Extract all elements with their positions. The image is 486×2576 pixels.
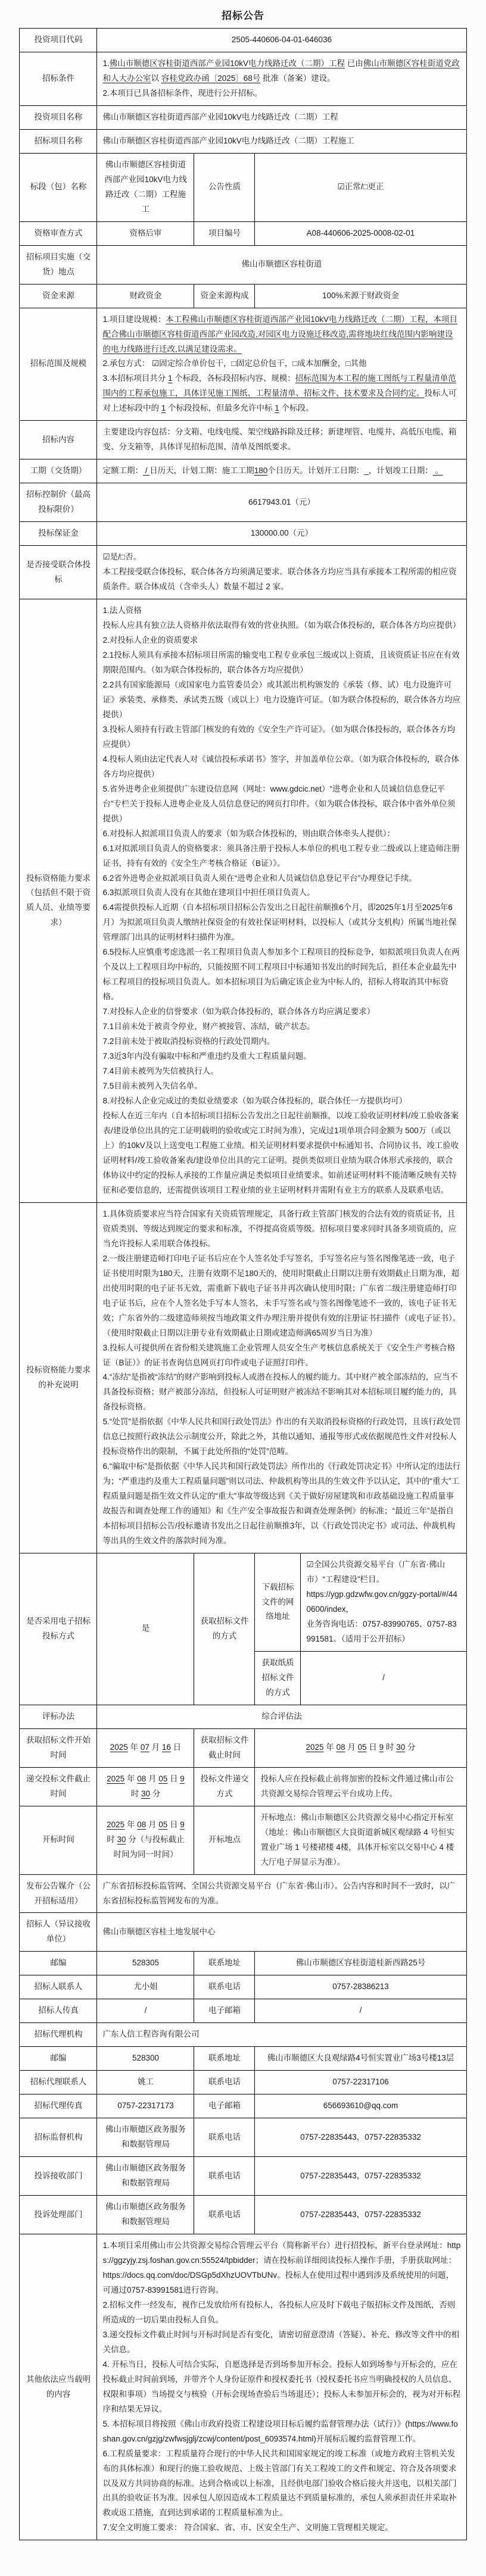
text-line: 邮编	[50, 1958, 67, 1968]
text-line: 发布公告媒介（公开招标适用）	[26, 1881, 91, 1905]
text-line: 2025 年 08 月 05 日 9 时 30 分	[306, 1743, 416, 1752]
text-line: 招标控制价（最高投标限价）	[26, 490, 91, 514]
table-row	[20, 1553, 466, 1652]
table-row	[20, 2157, 466, 2196]
text-line: 6.4需提供投标人近期（自本招标项目招标公告发出之日起往前顺推6个月，即2025年1月至2025年6月）为拟派项目负责人缴纳社保资金的有效社保证明材料，以投标人（或其分支机构）所属当地社保管理部门出具的证明材料扫描件为准。	[102, 903, 457, 942]
text-line: 招标范围及规模	[30, 359, 87, 368]
text-line: 业务咨询电话：0757-83990765、0757-83991581。（适用于公开招标）	[306, 1619, 457, 1643]
text-line: 4.“冻结”是指被“冻结”的财产影响到投标人或潜在投标人的履约能力。其中财产被全部冻结的，应当不具备投标资格；财产被部分冻结，但投标人可证明财产被冻结不影响其对本招标项目履约能力的，具备投标资格。	[102, 1373, 458, 1412]
table-row	[20, 2047, 466, 2071]
text-line: 佛山市顺德区政务服务和数据管理局	[105, 2202, 186, 2227]
row-label-download-address	[255, 1553, 301, 1652]
text-line: 其他依法应当载明的内容	[26, 2374, 91, 2399]
row-label-agency-fax	[20, 2094, 97, 2118]
text-line: 7.4目前未被列为失信被执行人。	[102, 1067, 219, 1076]
row-label-complaint-handling-phone	[194, 2196, 255, 2234]
row-label-obtain-deadline	[194, 1728, 255, 1767]
text-line: 6.工程质量要求：工程质量符合现行的中华人民共和国国家规定的竣工标准（或地方政府主管机关发布的具体标准）和现行的施工验收规范、上级主管部门有关工程竣工的文件和规定、符合及各项要求以及双方共同协商的标准。达到合格或以上标准，且经供电部门验收合格后接火并送电，以相关部门出具的验收证书为准。因承包人原因造成本工程质量达不到质量标准的，承包人须承担责任并采取补救或返工措施，直到达到承诺的工程质量标准为止。	[102, 2449, 457, 2518]
row-label-investment-code	[20, 29, 97, 52]
text-line: 1.项目建设规模：本工程佛山市顺德区容桂街道西部产业园10kV电力线路迁改（二期）工程，本项目配合佛山市顺德区容桂街道西部产业园改造,对园区电力设施迁移改造,需将地块红线范围内影响建设的电力线路进行迁改,以满足建设需求。	[102, 314, 458, 354]
text-line: 标段（包）名称	[30, 182, 87, 192]
text-line: 广东人信工程咨询有限公司	[102, 2030, 200, 2039]
text-line: 佛山市顺德区政务服务和数据管理局	[105, 2164, 186, 2188]
table-row	[20, 1913, 466, 1952]
table-row	[20, 1952, 466, 1975]
table-row	[20, 308, 466, 421]
text-line: 资格审查方式	[34, 228, 83, 237]
text-line: 2.1投标人须具有承接本招标项目所需的输变电工程专业承包三级或以上资质，且该资质证书应在有效期限范围内。（如为联合体投标的，联合体各方均应提供）	[102, 650, 460, 674]
text-line: 1.具体资质要求应当符合国家有关资质管理规定，具备行政主管部门核发的合法有效的资质证书，且资质类别、等级达到规定的要求和标准，不得提高资质等级。招标项目要求同时具备多项资质的，应当允许投标人采用联合体投标。	[102, 1209, 457, 1248]
text-line: ☑是/□否。	[102, 552, 141, 562]
complaint-handling-value	[97, 2196, 194, 2234]
text-line: 财政资金	[129, 290, 162, 300]
table-row	[20, 1874, 466, 1913]
text-line: 7.1目前未处于被责令停业，财产被接管、冻结，破产状态。	[102, 1022, 315, 1031]
text-line: 2025 年 08 月 05 日 9 时 30 分（与投标截止时间为同一时间）	[107, 1820, 185, 1859]
row-label-submission-deadline	[20, 1767, 97, 1806]
table-row	[20, 1767, 466, 1806]
supervision-agency-value	[97, 2118, 194, 2157]
row-label-tenderer-address	[194, 1952, 255, 1975]
text-line: 2.一级注册建造师打印电子证书后应在个人签名处手写签名，手写签名应与签名图像笔迹一致，电子证书使用时限为180天，注册有效期不足180天的，使用时限截止日期以注册有效期截止日期为准，超出使用时限的电子证书无效，需重新下载电子证书并再次确认使用时限；广东省二级注册建造师打印电子证书后，应在个人签名处手写本人签名，未手写签名或与签名图像笔迹不一致的，该电子证书无效；广东省外的二级建造师须按当地政策文件办理注册并提供有效的注册证书扫描件（或电子证书）。（使用时限截止日期以注册专业有效期截止日期或建造师满65周岁当日为准）	[102, 1253, 461, 1337]
tenderer-fax-value	[97, 1999, 194, 2023]
announcement-media-value	[97, 1874, 466, 1913]
text-line: 2025 年 07 月 16 日	[110, 1743, 182, 1752]
text-line: 投标人在近三年内（自本招标项目招标公告发出之日起往前顺推，以竣工验收证明材料/竣工验收备案表/建设单位出具的完工证明载明的验收或完工时间为准），完成过1项单项合同金额为 500万（或以上）的10kV及以上送变电工程施工业绩。相关证明材料要求提供中标通知书、合同协议书、竣工验收证明材料/竣工验收备案表/建设单位出具的完工证明。提供类似项目业绩为联合体形式承接的，联合体协议中约定的投标人承接的工作量应满足类似项目业绩要求。如前述证明材料不能清晰反映有关特征和必要信息的，还需提供该项目工程业绩的业主证明材料并需附有业主方的联系人及联系电话。	[102, 1111, 459, 1195]
table-row	[20, 522, 466, 546]
text-line: 资金来源	[42, 290, 74, 300]
row-label-fund-source	[20, 284, 97, 308]
row-label-submission-method	[194, 1767, 255, 1806]
text-line: 开标时间	[42, 1835, 74, 1845]
row-label-agency-postcode	[20, 2047, 97, 2071]
text-line: 广东省招标投标监管网、全国公共资源交易平台（广东省·佛山市）。公告内容和时间不一致时，以广东省招标投标监管网发布的为准。	[102, 1881, 456, 1905]
text-line: 2.承包方式： ☑固定综合单价包干，□固定总价包干，□成本加酬金，□其他	[102, 359, 367, 368]
duration-value	[97, 459, 466, 483]
text-line: 5. 本招标项目将按照《佛山市政府投资工程建设项目标后履约监督管理办法（试行）》(https://www.foshan.gov.cn/gzjg/zwfwsjglj/zcwj/content/post_6093574.html)开展标后履约监督管理工作。	[102, 2419, 458, 2443]
fund-source-value	[97, 284, 194, 308]
text-line: 联系地址	[208, 2053, 241, 2063]
table-row	[20, 1728, 466, 1767]
text-line: 2025 年 08 月 05 日 9 时 30 分	[107, 1774, 185, 1798]
row-label-investment-name	[20, 105, 97, 129]
obtain-deadline-value	[255, 1728, 466, 1767]
table-row	[20, 105, 466, 129]
table-row	[20, 421, 466, 459]
opening-place-value	[255, 1806, 466, 1874]
row-label-electronic-bidding	[20, 1553, 97, 1705]
tenderer-value	[97, 1913, 466, 1952]
tenderer-email-value	[255, 1999, 466, 2023]
tenderer-address-value	[255, 1952, 466, 1975]
row-label-tender-conditions	[20, 52, 97, 105]
section-name-value	[97, 153, 194, 221]
row-label-complaint-receiving-phone	[194, 2157, 255, 2196]
agency-value	[97, 2023, 466, 2047]
table-row	[20, 1999, 466, 2023]
table-row	[20, 284, 466, 308]
text-line: 3.本招标项目共分 1 个标段，各标段招标内容、规模：招标范围为本工程的施工图纸与工程量清单范围内的工程承包施工，具体详见施工图纸、工程量清单、招标文件、技术要求及合同约定。投标人可对上述标段中的 1 个标段投标，但最多允许中标 1 个标段。	[102, 374, 457, 413]
text-line: 招标监督机构	[34, 2132, 83, 2142]
table-row	[20, 2196, 466, 2234]
text-line: 联系电话	[208, 1982, 241, 1992]
text-line: 招标代理机构	[34, 2030, 83, 2039]
row-label-obtain-start-time	[20, 1728, 97, 1767]
text-line: 开标地点	[208, 1835, 241, 1845]
text-line: 7.2目前未处于被取消投标资格的行政处罚期内。	[102, 1037, 275, 1046]
text-line: 电子邮箱	[208, 2006, 241, 2015]
text-line: 0757-22835443，0757-22835332	[300, 2132, 421, 2142]
text-line: 5.“处罚”是指依据《中华人民共和国行政处罚法》作出的有关取消投标资格的行政处罚，且该行政处罚信息已按照行政执法公示制度公开，除此之外，其他以通知、通报等形式或依据规范性文件对投标人投标资格作出的限制，不属于此处所指的“处罚”范畴。	[102, 1417, 461, 1456]
text-line: /	[382, 1672, 385, 1682]
text-line: 资金来源构成	[200, 290, 249, 300]
text-line: 联系电话	[208, 2132, 241, 2142]
text-line: 招标代理联系人	[30, 2077, 87, 2087]
tender-name-value	[97, 129, 466, 153]
text-line: 佛山市顺德区大良观绿路4号恒实置业广场3号楼13层	[267, 2053, 454, 2063]
download-address-value	[301, 1553, 466, 1652]
row-label-section-name	[20, 153, 97, 221]
row-label-other-contents	[20, 2234, 97, 2540]
obtain-start-time-value	[97, 1728, 194, 1767]
row-label-delivery-place	[20, 245, 97, 284]
text-line: 2.2具有国家能源局（或国家电力监管委员会）或其派出机构颁发的《承装（修、试）电力设施许可证》承装类、承修类、承试类五级（或以上）电力设施许可证。（如为联合体投标的，联合体各方均应提供）	[102, 680, 461, 719]
text-line: 投标保证金	[38, 529, 79, 538]
text-line: /	[144, 2006, 147, 2015]
investment-code-value	[97, 29, 466, 52]
row-label-agency-phone	[194, 2071, 255, 2094]
table-row	[20, 52, 466, 105]
text-line: 5.省外进粤企业须提供广东建设信息网（网址：www.gdcic.net）“进粤企业和人员诚信信息登记平台”专栏关于投标人进粤企业及人员信息登记的网页打印件。（如为联合体投标，联合体中省外单位须提供）	[102, 784, 456, 823]
text-line: 获取纸质招标文件的方式	[261, 1658, 294, 1697]
text-line: 1.佛山市顺德区容桂街道西部产业园10kV电力线路迁改（二期）工程 已由佛山市顺德区容桂街道党政和人大办公室以 容桂党政办函〔2025〕68号 批准（备案）建设。	[102, 58, 460, 83]
row-label-agency	[20, 2023, 97, 2047]
row-label-opening-place	[194, 1806, 255, 1874]
text-line: 主要建设内容包括：分支箱、电线电缆、架空线路拆除及迁移；新建埋管、电缆井、高低压电缆、箱变、分支箱等，具体详见招标范围、清单及图纸要求。	[102, 427, 457, 452]
text-line: 项目编号	[208, 228, 241, 237]
complaint-handling-phone-value	[255, 2196, 466, 2234]
text-line: 佛山市顺德区容桂街道西部产业园10kV电力线路迁改（二期）工程施工	[102, 136, 354, 145]
tenderer-postcode-value	[97, 1952, 194, 1975]
text-line: 佛山市顺德区容桂街道西部产业园10kV电力线路迁改（二期）工程	[102, 112, 338, 121]
row-label-project-number	[194, 221, 255, 245]
text-line: 下载招标文件的网络地址	[261, 1582, 294, 1621]
text-line: 2.招标文件一经发布，视作已发放给所有投标人，各投标人应及时下载电子版招标文件及图纸，否则所造成的一切后果由投标人自负。	[102, 2300, 456, 2324]
row-label-tender-content	[20, 421, 97, 459]
row-label-paper-document-method	[255, 1651, 301, 1705]
text-line: 招标人联系人	[34, 1982, 83, 1992]
row-label-tenderer-fax	[20, 1999, 97, 2023]
table-row	[20, 153, 466, 221]
row-label-qualification-method	[20, 221, 97, 245]
text-line: 佛山市顺德区容桂土地发展中心	[102, 1927, 216, 1936]
text-line: 7.对投标人企业的信誉要求（如为联合体投标的，联合体各方均应满足要求）	[102, 1007, 375, 1017]
row-label-qualification-requirements	[20, 599, 97, 1203]
text-line: 6.对投标人拟派项目负责人的要求（如为联合体投标的，则由联合体牵头人提供）：	[102, 829, 395, 838]
row-label-complaint-receiving	[20, 2157, 97, 2196]
text-line: 电子邮箱	[208, 2101, 241, 2111]
opening-time-value	[97, 1806, 194, 1874]
table-row	[20, 1975, 466, 1999]
text-line: 6617943.01（元）	[248, 497, 315, 507]
text-line: 0757-22317106	[332, 2077, 389, 2087]
text-line: 本工程接受联合体投标，联合体各方均须满足要求。联合体各方均应当具有承接本工程所需的相应资质条件。联合体成员（含牵头人）数量不超过 2 家。	[102, 567, 457, 592]
tender-content-value	[97, 421, 466, 459]
text-line: 是否采用电子招标投标方式	[26, 1616, 91, 1640]
text-line: 资格后审	[129, 228, 162, 237]
text-line: ☑全国公共资源交易平台（广东省·佛山市）“工程建设”栏目。	[306, 1560, 446, 1584]
row-label-opening-time	[20, 1806, 97, 1874]
text-line: 7.安全文明施工要求： 符合国家、省、市、区安全生产、文明施工管理相关规定。	[102, 2523, 393, 2533]
complaint-receiving-phone-value	[255, 2157, 466, 2196]
table-row	[20, 1202, 466, 1553]
text-line: 招标条件	[42, 73, 74, 83]
text-line: 综合评估法	[261, 1711, 302, 1721]
text-line: 1.法人资格	[102, 606, 142, 615]
text-line: 是否接受联合体投标	[26, 559, 91, 584]
text-line: 6.2省外进粤企业拟派项目负责人须在“进粤企业和人员诚信信息登记平台”办理登记手续。	[102, 873, 417, 883]
fund-composition-value	[255, 284, 466, 308]
tender-conditions-value	[97, 52, 466, 105]
paper-document-method-value	[301, 1651, 466, 1705]
row-label-tenderer-postcode	[20, 1952, 97, 1975]
row-label-supervision-agency	[20, 2118, 97, 2157]
row-label-tenderer-phone	[194, 1975, 255, 1999]
text-line: 投标文件递交方式	[200, 1774, 249, 1798]
text-line: 获取招标文件开始时间	[26, 1735, 91, 1759]
text-line: 佛山市顺德区政务服务和数据管理局	[105, 2125, 186, 2149]
row-label-fund-composition	[194, 284, 255, 308]
text-line: 0757-28386213	[332, 1982, 389, 1992]
table-row	[20, 2071, 466, 2094]
supplementary-notes-value	[97, 1202, 466, 1553]
text-line: 3.投标人可提供所在省份相关建筑施工企业管理人员安全生产考核信息系统关于《安全生产考核合格证（B证）》的证书查询信息网页打印件或电子证照打印件。	[102, 1343, 456, 1367]
text-line: 招标人传真	[38, 2006, 79, 2015]
text-line: 130000.00（元）	[250, 529, 313, 538]
row-label-announcement-media	[20, 1874, 97, 1913]
text-line: 联系电话	[208, 2077, 241, 2087]
row-label-supplementary-notes	[20, 1202, 97, 1553]
table-row	[20, 29, 466, 52]
table-row	[20, 2234, 466, 2540]
text-line: 6.3拟派项目负责人没有在其他在建项目中担任项目负责人。	[102, 888, 315, 898]
text-line: 投诉接收部门	[34, 2171, 83, 2180]
text-line: 投资项目代码	[34, 35, 83, 44]
text-line: 投标人应在投标截止前将加密的投标文件通过佛山市公共资源交易综合管理云平台成功上传。	[260, 1774, 454, 1798]
bid-bond-value	[97, 522, 466, 546]
text-line: 尤小姐	[133, 1982, 158, 1992]
text-line: 4. 开标当日，投标人可结合实际，自愿选择是否到场参加开标会。投标人如到场参与开标会的，应在投标截止时间前到场，并带齐个人身份证原件和授权委托书（授权委托书应当明确授权的人员信息、权限和事项）当场提交与核验（开标会现场查验后当场退还）；投标人未参加开标会的，视为对开标程序和结果无异议。	[102, 2359, 461, 2414]
text-line: 获取招标文件的方式	[200, 1616, 249, 1640]
agency-phone-value	[255, 2071, 466, 2094]
table-row	[20, 459, 466, 483]
row-label-tender-name	[20, 129, 97, 153]
text-line: 2505-440606-04-01-646036	[231, 35, 332, 44]
investment-name-value	[97, 105, 466, 129]
scope-value	[97, 308, 466, 421]
row-label-evaluation-method	[20, 1705, 97, 1728]
table-row	[20, 245, 466, 284]
tenderer-phone-value	[255, 1975, 466, 1999]
text-line: 佛山市顺德区容桂街道西部产业园10kV电力线路迁改（二期）工程施工	[104, 160, 187, 214]
text-line: 2.本项目已具备招标条件，现进行公开招标。	[102, 88, 263, 98]
text-line: 开标地点：佛山市顺德区公共资源交易中心指定开标室（地址：佛山市顺德区大良街道新城区观绿路 4 号恒实置业广场 1 号楼裙楼 4楼，具体开标室以交易中心 4 楼大厅电子屏显示为准）。	[260, 1812, 454, 1867]
text-line: 投标资格能力要求（包括但不限于资质人员、业绩等要求）	[26, 873, 91, 927]
text-line: /	[359, 2006, 362, 2015]
row-label-document-obtain-method	[194, 1553, 255, 1705]
table-row	[20, 2094, 466, 2118]
text-line: 0757-22835443，0757-22835332	[300, 2209, 421, 2219]
text-line: A08-440606-2025-0008-02-01	[306, 228, 415, 237]
text-line: 投资项目名称	[34, 112, 83, 121]
text-line: 佛山市顺德区容桂街道桂新西路25号	[295, 1958, 426, 1968]
text-line: 0757-22317173	[117, 2101, 174, 2111]
text-line: 100%来源于财政资金	[322, 290, 400, 300]
text-line: 公告性质	[208, 182, 241, 192]
text-line: 6.5投标人应慎重考虑选派一名工程项目负责人参加多个工程项目的投标竞争，如拟派项目负责人在两个及以上工程项目均中标的，只能按照不同工程项目中标通知书发出的时间先后，担任本企业最先中标工程项目的投标项目负责人。如本招标项目为后确定该企业为中标人的，招标人将取消其中标资格。	[102, 948, 460, 1002]
tenderer-contact-value	[97, 1975, 194, 1999]
text-line: 投标资格能力要求的补充说明	[26, 1365, 91, 1389]
text-line: 投标人应具有独立法人资格并依法取得有效的营业执照。（如为联合体投标的，联合体各方均应提供）	[102, 621, 461, 630]
table-row	[20, 483, 466, 522]
notice-type-value	[255, 153, 466, 221]
row-label-tenderer-contact	[20, 1975, 97, 1999]
text-line: 招标项目名称	[34, 136, 83, 145]
text-line: 邮编	[50, 2053, 67, 2063]
table-row	[20, 1705, 466, 1728]
text-line: 联系电话	[208, 2209, 241, 2219]
text-line: 递交投标文件截止时间	[26, 1774, 91, 1798]
row-label-consortium	[20, 546, 97, 599]
row-label-scope	[20, 308, 97, 421]
row-label-notice-type	[194, 153, 255, 221]
text-line: 1.本项目采用佛山市公共资源交易综合管理云平台（简称新平台）进行招投标，新平台登录网址：https://ggzyjy.zsj.foshan.gov.cn:55524/tpbidder；请在投标前详细阅读投标人操作手册，手册获取网址：https://docs.qq.com/doc/DSGp5dXhzUOVTbUNv。投标人在使用过程中遇到涉及系统使用的问题，可通过0757-83991581进行咨询。	[102, 2241, 461, 2294]
table-row	[20, 221, 466, 245]
submission-deadline-value	[97, 1767, 194, 1806]
text-line: 联系电话	[208, 2171, 241, 2180]
text-line: 656693610@qq.com	[323, 2101, 398, 2111]
text-line: 2.对投标人企业的资质要求	[102, 636, 198, 645]
text-line: 是	[141, 1624, 150, 1633]
text-line: 定额工期： / 日历天，计划工期：施工工期180个日历天。计划开工日期：_，计划竣工日期： 。	[102, 466, 444, 476]
row-label-agency-email	[194, 2094, 255, 2118]
qualification-method-value	[97, 221, 194, 245]
text-line: 招标项目实施（交货）地点	[26, 252, 91, 276]
text-line: 佛山市顺德区容桂街道	[241, 260, 322, 269]
text-line: 招标内容	[42, 434, 74, 444]
agency-fax-value	[97, 2094, 194, 2118]
agency-contact-value	[97, 2071, 194, 2094]
announcement-table-body	[20, 29, 466, 2540]
text-line: 528305	[132, 1958, 160, 1968]
text-line: 3.投标人须持有行政主管部门核发的有效的《安全生产许可证》。（如为联合体投标的，联合体各方均应提供）	[102, 724, 456, 749]
table-row	[20, 546, 466, 599]
row-label-bid-bond	[20, 522, 97, 546]
evaluation-method-value	[97, 1705, 466, 1728]
text-line: 招标人（异议接收单位）	[26, 1920, 91, 1944]
table-row	[20, 2023, 466, 2047]
supervision-phone-value	[255, 2118, 466, 2157]
text-line: 7.3近3年内没有骗取中标和严重违约及重大工程质量问题。	[102, 1052, 311, 1061]
row-label-tenderer-email	[194, 1999, 255, 2023]
agency-email-value	[255, 2094, 466, 2118]
text-line: 联系地址	[208, 1958, 241, 1968]
complaint-receiving-value	[97, 2157, 194, 2196]
table-row	[20, 2118, 466, 2157]
agency-address-value	[255, 2047, 466, 2071]
row-label-control-price	[20, 483, 97, 522]
table-row	[20, 1806, 466, 1874]
consortium-value	[97, 546, 466, 599]
row-label-agency-contact	[20, 2071, 97, 2094]
text-line: ☑正常/□更正	[337, 182, 384, 192]
text-line: 3.递交投标文件截止时间与开标时间是否有变化，请密切留意澄清（答疑）、补充、修改等文件中的相关信息。	[102, 2330, 459, 2354]
text-line: 投诉处理部门	[34, 2209, 83, 2219]
table-row	[20, 599, 466, 1203]
row-label-supervision-phone	[194, 2118, 255, 2157]
text-line: https://ygp.gdzwfw.gov.cn/ggzy-portal/#/440600/index，	[306, 1590, 457, 1614]
project-number-value	[255, 221, 466, 245]
electronic-bidding-value	[97, 1553, 194, 1705]
table-row	[20, 129, 466, 153]
text-line: 获取招标文件截止时间	[200, 1735, 249, 1759]
row-label-duration	[20, 459, 97, 483]
announcement-table	[19, 28, 466, 2540]
submission-method-value	[255, 1767, 466, 1806]
text-line: 0757-22835443，0757-22835332	[300, 2171, 421, 2180]
text-line: 招标代理传真	[34, 2101, 83, 2111]
agency-postcode-value	[97, 2047, 194, 2071]
text-line: 8.对投标人企业完成过的类似业绩要求（如为联合体投标的，联合体任一方提供均可）	[102, 1096, 407, 1106]
text-line: 姚工	[137, 2077, 154, 2087]
control-price-value	[97, 483, 466, 522]
text-line: 6.1对拟派项目负责人的资格要求：须具备注册于投标人本单位的机电工程专业二级或以上建造师注册证书，持有有效的《安全生产考核合格证（B证）》。	[102, 843, 460, 868]
row-label-tenderer	[20, 1913, 97, 1952]
page-title: 招标公告	[222, 10, 264, 21]
text-line: 528300	[132, 2053, 160, 2063]
row-label-agency-address	[194, 2047, 255, 2071]
text-line: 工期（交货期）	[30, 466, 87, 476]
qualification-requirements-value	[97, 599, 466, 1203]
delivery-place-value	[97, 245, 466, 284]
text-line: 4.投标人须由法定代表人对《诚信投标承诺书》签字，并加盖单位公章。（如为联合体投标的，联合体各方均应提供）	[102, 754, 459, 779]
text-line: 7.5目前未被列入失信名单。	[102, 1081, 202, 1091]
other-contents-value	[97, 2234, 466, 2540]
row-label-complaint-handling	[20, 2196, 97, 2234]
text-line: 6.“骗取中标”是指依据《中华人民共和国行政处罚法》所作出的《行政处罚决定书》中所认定的违法行为；“严重违约及重大工程质量问题”则以司法、仲裁机构等出具的生效文件予以认定，其中的“重大”工程质量问题是指生效文件认定的“重大”事故等级达到《关于做好房屋建筑和市政基础设施工程质量事故报告和调查处理工作的通知》和《生产安全事故报告和调查处理条例》的标准；“最近三年”是指自本招标项目招标公告/投标邀请书发出之日起往前顺推3年，以《行政处罚决定书》或司法、仲裁机构等出具的生效文件的落款时间为准。	[102, 1462, 461, 1546]
text-line: 评标办法	[42, 1711, 74, 1721]
